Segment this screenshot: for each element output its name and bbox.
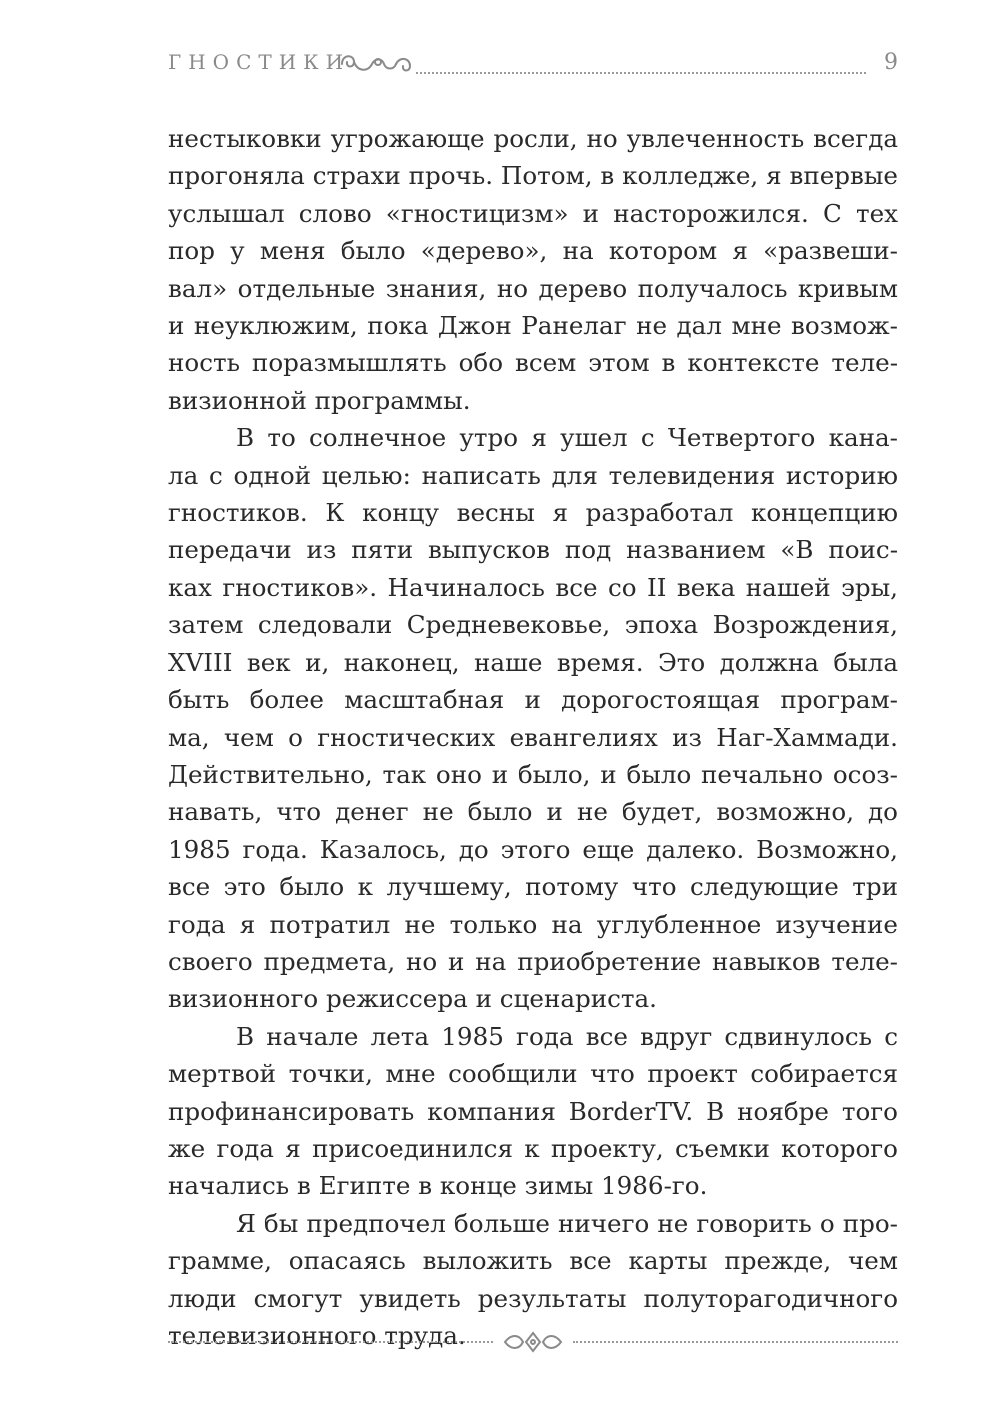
text-line: ность поразмышлять обо всем этом в контексте теле-	[168, 348, 898, 378]
flourish-icon	[338, 48, 416, 78]
text-line: люди смогут увидеть результаты полуторагодичного	[168, 1283, 898, 1313]
text-line: XVIII век и, наконец, наше время. Это должна была	[168, 647, 898, 677]
text-line: гностиков. К концу весны я разработал концепцию	[168, 498, 898, 528]
text-line: 1985 года. Казалось, до этого еще далеко. Возможно,	[168, 834, 898, 864]
paragraph	[168, 419, 898, 1018]
paragraph	[168, 120, 898, 419]
text-line: и неуклюжим, пока Джон Ранелаг не дал мне возмож-	[168, 311, 898, 341]
text-line: затем следовали Средневековье, эпоха Возрождения,	[168, 610, 898, 640]
text-line: прогоняла страхи прочь. Потом, в колледже, я впервые	[168, 161, 898, 191]
text-line: передачи из пяти выпусков под названием «В поис-	[168, 535, 898, 565]
text-line: же года я присоединился к проекту, съемки которого	[168, 1133, 898, 1163]
running-header	[168, 46, 898, 86]
text-line: пор у меня было «дерево», на котором я «развеши-	[168, 236, 898, 266]
text-line: быть более масштабная и дорогостоящая програм-	[168, 685, 898, 715]
text-line: года я потратил не только на углубленное изучение	[168, 909, 898, 939]
text-line: визионной программы.	[168, 385, 471, 415]
header-dotted-rule	[416, 72, 866, 74]
divider-ornament-icon	[501, 1330, 565, 1354]
text-line: все это было к лучшему, потому что следующие три	[168, 872, 898, 902]
text-line: ла с одной целью: написать для телевидения историю	[168, 460, 898, 490]
text-line: ма, чем о гностических евангелиях из Наг-Хаммади.	[168, 722, 898, 752]
text-line: мертвой точки, мне сообщили что проект собирается	[168, 1059, 898, 1089]
text-line: ках гностиков». Начиналось все со II века нашей эры,	[168, 572, 898, 602]
footer-ornament	[168, 1330, 898, 1354]
text-line: услышал слово «гностицизм» и насторожился. С тех	[168, 198, 898, 228]
footer-dotted-rule-right	[573, 1341, 898, 1343]
text-line: своего предмета, но и на приобретение навыков теле-	[168, 946, 898, 976]
text-line: Я бы предпочел больше ничего не говорить о про-	[236, 1208, 898, 1238]
body-text	[168, 120, 898, 1354]
text-line: навать, что денег не было и не будет, возможно, до	[168, 797, 898, 827]
text-line: телевизионного труда.	[168, 1321, 466, 1350]
text-line: В то солнечное утро я ушел с Четвертого кана-	[236, 423, 898, 453]
text-line: нестыковки угрожающе росли, но увлеченность всегда	[168, 124, 898, 153]
text-line: начались в Египте в конце зимы 1986-го.	[168, 1171, 708, 1201]
text-line: визионного режиссера и сценариста.	[168, 984, 657, 1014]
footer-dotted-rule-left	[168, 1341, 493, 1343]
text-line: грамме, опасаясь выложить все карты прежде, чем	[168, 1246, 898, 1276]
text-line: Действительно, так оно и было, и было печально осоз-	[168, 759, 898, 789]
text-line: профинансировать компания BorderTV. В ноябре того	[168, 1096, 898, 1126]
text-line: В начале лета 1985 года все вдруг сдвинулось с	[236, 1021, 898, 1051]
text-line: вал» отдельные знания, но дерево получалось кривым	[168, 273, 898, 303]
page-number: 9	[884, 50, 898, 75]
paragraph	[168, 1018, 898, 1205]
running-title: ГНОСТИКИ	[168, 50, 351, 74]
